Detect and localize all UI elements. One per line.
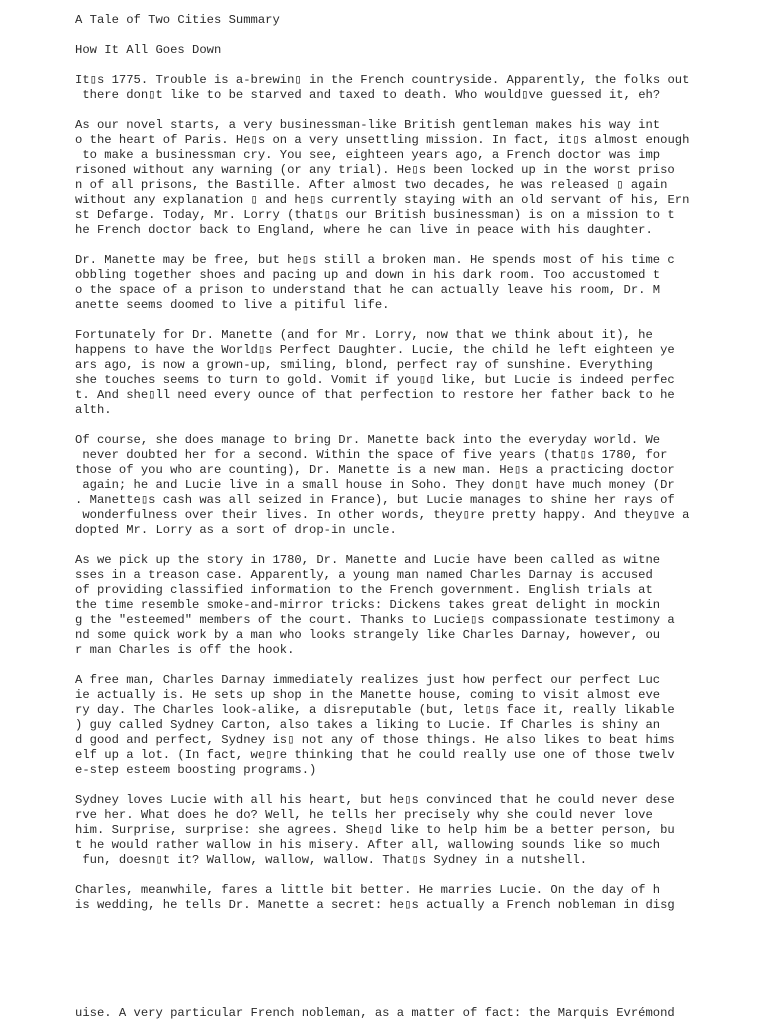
- paragraph: [75, 73, 715, 103]
- paragraph-line: fun, doesn▯t it? Wallow, wallow, wallow. That▯s Sydney in a nutshell.: [75, 853, 588, 867]
- paragraph: [75, 553, 715, 658]
- paragraph-line: to make a businessman cry. You see, eighteen years ago, a French doctor was imp: [75, 148, 661, 162]
- paragraph: [75, 673, 715, 778]
- section-heading: How It All Goes Down: [75, 43, 222, 57]
- paragraph-line: t he would rather wallow in his misery. After all, wallowing sounds like so much: [75, 838, 661, 852]
- paragraph-line: It▯s 1775. Trouble is a-brewin▯ in the French countryside. Apparently, the folks out: [75, 73, 690, 87]
- paragraph-line: st Defarge. Today, Mr. Lorry (that▯s our British businessman) is on a mission to t: [75, 208, 675, 222]
- paragraph: [75, 793, 715, 868]
- paragraph-line: the time resemble smoke-and-mirror tricks: Dickens takes great delight in mockin: [75, 598, 661, 612]
- paragraph-line: e-step esteem boosting programs.): [75, 763, 317, 777]
- page-bottom-continuation: [75, 1006, 715, 1021]
- paragraph-line: he French doctor back to England, where he can live in peace with his daughter.: [75, 223, 653, 237]
- paragraph-line: o the heart of Paris. He▯s on a very unsettling mission. In fact, it▯s almost enough: [75, 133, 690, 147]
- paragraph-line: sses in a treason case. Apparently, a young man named Charles Darnay is accused: [75, 568, 653, 582]
- paragraph-line: Sydney loves Lucie with all his heart, but he▯s convinced that he could never dese: [75, 793, 675, 807]
- paragraph-line: t. And she▯ll need every ounce of that perfection to restore her father back to he: [75, 388, 675, 402]
- paragraph-line: again; he and Lucie live in a small house in Soho. They don▯t have much money (Dr: [75, 478, 675, 492]
- paragraph-line: happens to have the World▯s Perfect Daughter. Lucie, the child he left eighteen ye: [75, 343, 675, 357]
- paragraph-line: ars ago, is now a grown-up, smiling, blond, perfect ray of sunshine. Everything: [75, 358, 653, 372]
- paragraph-line: Charles, meanwhile, fares a little bit better. He marries Lucie. On the day of h: [75, 883, 661, 897]
- paragraph-line: of providing classified information to the French government. English trials at: [75, 583, 653, 597]
- paragraph-line: o the space of a prison to understand that he can actually leave his room, Dr. M: [75, 283, 661, 297]
- paragraph: [75, 883, 715, 913]
- paragraph-line: risoned without any warning (or any trial). He▯s been locked up in the worst priso: [75, 163, 675, 177]
- continuation-line: uise. A very particular French nobleman, as a matter of fact: the Marquis Evrémond: [75, 1006, 675, 1020]
- paragraph-line: there don▯t like to be starved and taxed to death. Who would▯ve guessed it, eh?: [75, 88, 661, 102]
- paragraph: [75, 253, 715, 313]
- document-header: [75, 13, 715, 58]
- paragraph-line: d good and perfect, Sydney is▯ not any of those things. He also likes to beat hims: [75, 733, 675, 747]
- paragraph-line: ) guy called Sydney Carton, also takes a liking to Lucie. If Charles is shiny an: [75, 718, 661, 732]
- paragraph: [75, 118, 715, 238]
- paragraph-line: is wedding, he tells Dr. Manette a secret: he▯s actually a French nobleman in disg: [75, 898, 675, 912]
- paragraph-line: anette seems doomed to live a pitiful life.: [75, 298, 390, 312]
- paragraph-line: elf up a lot. (In fact, we▯re thinking that he could really use one of those twelv: [75, 748, 675, 762]
- summary-body: [75, 73, 715, 913]
- paragraph-line: she touches seems to turn to gold. Vomit if you▯d like, but Lucie is indeed perfec: [75, 373, 675, 387]
- paragraph-line: n of all prisons, the Bastille. After almost two decades, he was released ▯ again: [75, 178, 668, 192]
- paragraph-line: r man Charles is off the hook.: [75, 643, 295, 657]
- paragraph-line: As our novel starts, a very businessman-like British gentleman makes his way int: [75, 118, 661, 132]
- paragraph-line: dopted Mr. Lorry as a sort of drop-in uncle.: [75, 523, 397, 537]
- paragraph-line: nd some quick work by a man who looks strangely like Charles Darnay, however, ou: [75, 628, 661, 642]
- paragraph-line: g the "esteemed" members of the court. Thanks to Lucie▯s compassionate testimony a: [75, 613, 675, 627]
- document-page: [75, 13, 715, 928]
- paragraph-line: alth.: [75, 403, 112, 417]
- paragraph-line: Dr. Manette may be free, but he▯s still a broken man. He spends most of his time c: [75, 253, 675, 267]
- paragraph-line: wonderfulness over their lives. In other words, they▯re pretty happy. And they▯ve a: [75, 508, 690, 522]
- paragraph-line: him. Surprise, surprise: she agrees. She▯d like to help him be a better person, bu: [75, 823, 675, 837]
- paragraph-line: As we pick up the story in 1780, Dr. Manette and Lucie have been called as witne: [75, 553, 661, 567]
- paragraph-line: A free man, Charles Darnay immediately realizes just how perfect our perfect Luc: [75, 673, 661, 687]
- paragraph-line: ie actually is. He sets up shop in the Manette house, coming to visit almost eve: [75, 688, 661, 702]
- paragraph-line: rve her. What does he do? Well, he tells her precisely why she could never love: [75, 808, 653, 822]
- paragraph: [75, 433, 715, 538]
- document-title: A Tale of Two Cities Summary: [75, 13, 280, 27]
- paragraph-line: obbling together shoes and pacing up and down in his dark room. Too accustomed t: [75, 268, 661, 282]
- paragraph-line: ry day. The Charles look-alike, a disreputable (but, let▯s face it, really likable: [75, 703, 675, 717]
- paragraph-line: never doubted her for a second. Within the space of five years (that▯s 1780, for: [75, 448, 668, 462]
- blank-line: [75, 28, 715, 43]
- paragraph-line: without any explanation ▯ and he▯s currently staying with an old servant of his, Ern: [75, 193, 690, 207]
- paragraph-line: Of course, she does manage to bring Dr. Manette back into the everyday world. We: [75, 433, 661, 447]
- paragraph-line: Fortunately for Dr. Manette (and for Mr. Lorry, now that we think about it), he: [75, 328, 653, 342]
- paragraph-line: those of you who are counting), Dr. Manette is a new man. He▯s a practicing doctor: [75, 463, 675, 477]
- paragraph: [75, 328, 715, 418]
- paragraph-line: . Manette▯s cash was all seized in France), but Lucie manages to shine her rays of: [75, 493, 675, 507]
